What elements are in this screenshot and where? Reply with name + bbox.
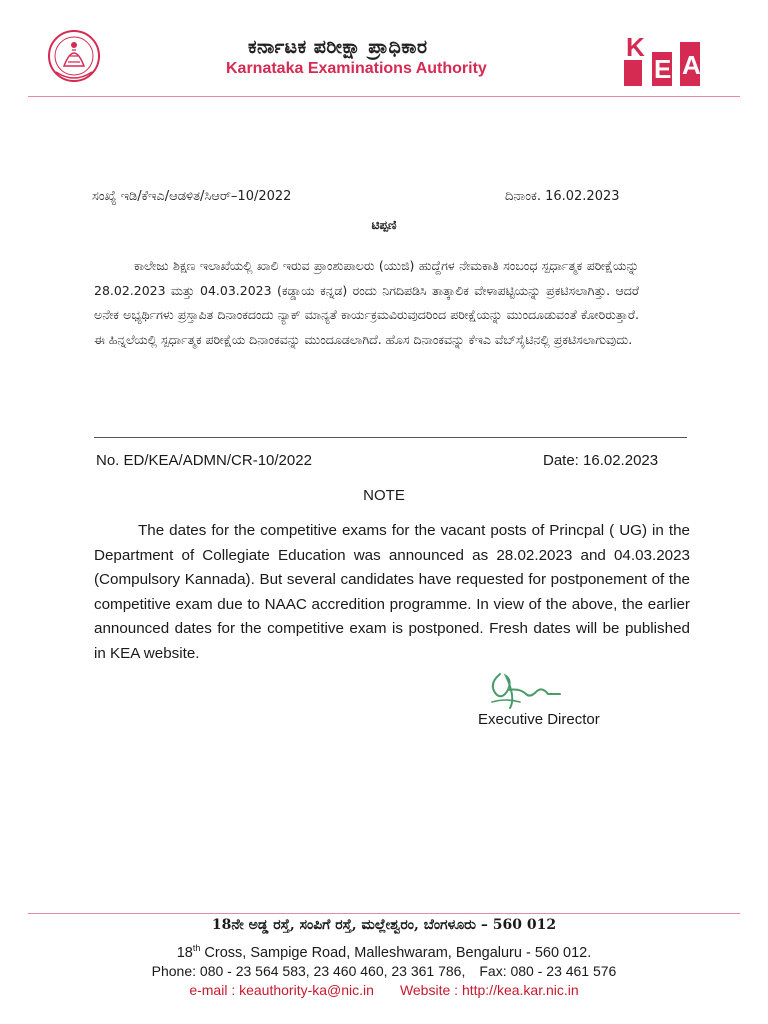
email-label: e-mail : bbox=[189, 982, 236, 998]
footer-divider bbox=[28, 913, 740, 914]
signatory-title: Executive Director bbox=[478, 711, 600, 728]
reference-number-english: No. ED/KEA/ADMN/CR-10/2022 bbox=[96, 452, 312, 469]
section-divider bbox=[94, 437, 687, 438]
kea-logo bbox=[622, 30, 704, 86]
phone-numbers: Phone: 080 - 23 564 583, 23 460 460, 23 361 786, bbox=[151, 963, 466, 979]
address-street: Cross, Sampige Road, Malleshwaram, Bengaluru - 560 012. bbox=[200, 944, 592, 961]
reference-number-kannada: ಸಂಖ್ಯೆ ಇಡಿ/ಕೆಇಎ/ಆಡಳಿತ/ಸಿಆರ್–10/2022 bbox=[92, 189, 292, 204]
footer-phone-fax bbox=[0, 963, 768, 979]
note-body-kannada: ಕಾಲೇಜು ಶಿಕ್ಷಣ ಇಲಾಖೆಯಲ್ಲಿ ಖಾಲಿ ಇರುವ ಪ್ರಾಂಶುಪಾಲರು (ಯುಜಿ) ಹುದ್ದೆಗಳ ನೇಮಕಾತಿ ಸಂಬಂಧ ಸ್ಪರ್ಧಾತ್ಮಕ ಪರೀಕ್ಷೆಯನ್ನು 28.02.2023 ಮತ್ತು 04.03.2023 (ಕಡ್ಡಾಯ ಕನ್ನಡ) ರಂದು ನಿಗದಿಪಡಿಸಿ ತಾತ್ಕಾಲಿಕ ವೇಳಾಪಟ್ಟಿಯನ್ನು ಪ್ರಕಟಿಸಲಾಗಿತ್ತು. ಆದರೆ ಅನೇಕ ಅಭ್ಯರ್ಥಿಗಳು ಪ್ರಸ್ತಾಪಿತ ದಿನಾಂಕದಂದು ನ್ಯಾಕ್ ಮಾನ್ಯತೆ ಕಾರ್ಯಕ್ರಮವಿರುವುದರಿಂದ ಪರೀಕ್ಷೆಯನ್ನು ಮುಂದೂಡುವಂತೆ ಕೋರಿರುತ್ತಾರೆ. ಈ ಹಿನ್ನಲೆಯಲ್ಲಿ ಸ್ಪರ್ಧಾತ್ಮಕ ಪರೀಕ್ಷೆಯ ದಿನಾಂಕವನ್ನು ಮುಂದೂಡಲಾಗಿದೆ. ಹೊಸ ದಿನಾಂಕವನ್ನು ಕೆಇಎ ವೆಬ್‌ಸೈಟಿನಲ್ಲಿ ಪ್ರಕಟಿಸಲಾಗುವುದು. bbox=[94, 258, 639, 347]
footer-address-kannada: 18ನೇ ಅಡ್ಡ ರಸ್ತೆ, ಸಂಪಿಗೆ ರಸ್ತೆ, ಮಲ್ಲೇಶ್ವರಂ, ಬೆಂಗಳೂರು – 560 012 bbox=[211, 917, 557, 933]
address-number: 18 bbox=[176, 944, 193, 961]
signature bbox=[486, 668, 562, 712]
karnataka-emblem-seal bbox=[46, 26, 102, 86]
footer-contact bbox=[0, 982, 768, 998]
svg-text:K: K bbox=[626, 32, 645, 62]
date-english: Date: 16.02.2023 bbox=[543, 452, 659, 469]
authority-title-kannada: ಕರ್ನಾಟಕ ಪರೀಕ್ಷಾ ಪ್ರಾಧಿಕಾರ bbox=[248, 36, 428, 58]
note-heading-english: NOTE bbox=[363, 487, 405, 504]
footer-address-english bbox=[0, 943, 768, 961]
header-divider bbox=[28, 96, 740, 97]
website-label: Website : bbox=[399, 982, 459, 998]
note-body-english: The dates for the competitive exams for the vacant posts of Princpal ( UG) in the Department of Collegiate Education was announced as 28.02.2023 and 04.03.2023 (Compulsory Kannada). But several candidates have requested for postponement of the competitive exam due to NAAC accredition programme. In view of the above, the earlier announced dates for the competitive exam is postponed. Fresh dates will be published in KEA website. bbox=[94, 522, 690, 662]
fax-number: Fax: 080 - 23 461 576 bbox=[479, 963, 617, 979]
date-kannada: ದಿನಾಂಕ. 16.02.2023 bbox=[505, 189, 620, 204]
note-heading-kannada: ಟಿಪ್ಪಣಿ bbox=[371, 218, 397, 232]
svg-text:E: E bbox=[654, 54, 672, 84]
authority-title-english: Karnataka Examinations Authority bbox=[226, 60, 487, 77]
address-ordinal: th bbox=[192, 943, 201, 953]
website-link[interactable]: http://kea.kar.nic.in bbox=[461, 982, 579, 998]
svg-text:A: A bbox=[682, 50, 701, 80]
email-link[interactable]: keauthority-ka@nic.in bbox=[239, 982, 374, 998]
